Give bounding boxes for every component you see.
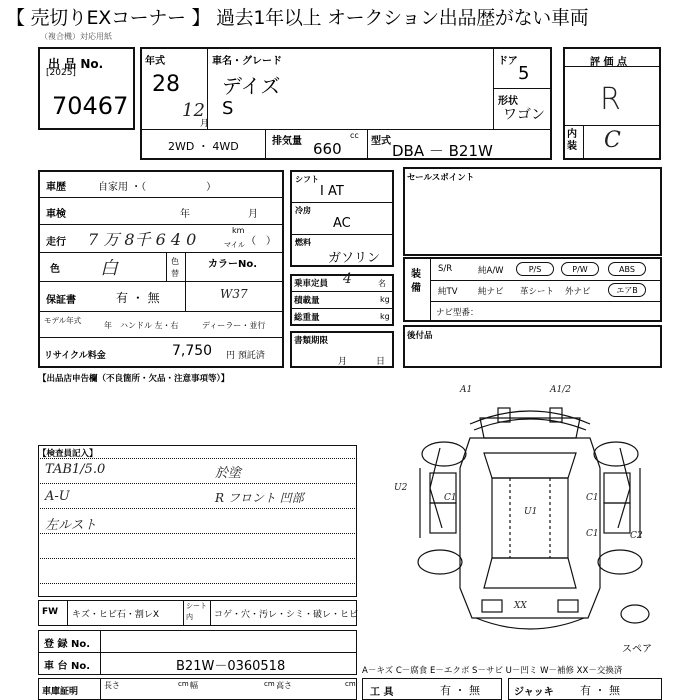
recycle-unit: 円 預託済 [226, 351, 265, 361]
capacity-unit: 名 [378, 279, 386, 288]
equipment-item: 純ナビ [478, 287, 504, 297]
load-label: 積載量 [294, 296, 320, 306]
seat-items: コゲ・穴・汚レ・シミ・破レ・ヒビ [214, 610, 359, 620]
year-label: 年式 [145, 56, 165, 67]
model-label: 車名・グレード [212, 56, 282, 67]
inspection-label: 車検 [46, 209, 66, 220]
recycle-value: 7,750 [172, 343, 213, 359]
warranty-label: 保証書 [46, 295, 76, 306]
registration-day: 日 [376, 357, 386, 367]
banner [0, 0, 700, 30]
gross-label: 総重量 [294, 313, 320, 323]
history-value: 自家用 ・（ ） [98, 182, 217, 193]
displacement-label: 排気量 [272, 136, 302, 147]
year-month-unit: 月 [200, 119, 210, 129]
reg-no-label: 登 録 No. [44, 639, 91, 650]
fw-label: FW [42, 607, 59, 617]
proof-cm2: cm [264, 680, 275, 688]
jack-value: 有 ・ 無 [580, 684, 620, 697]
fuel-label: 燃料 [295, 238, 311, 247]
spare-label: スペア [622, 644, 652, 655]
mileage-km: km [232, 226, 245, 235]
recycle-label: リサイクル料金 [44, 351, 106, 361]
registration-month: 月 [338, 357, 348, 367]
mark-u1: U1 [524, 507, 538, 517]
interior-label: 内装 [567, 129, 577, 152]
lot-number: 70467 [52, 92, 129, 120]
inspector-label: 【検査員記入】 [38, 449, 98, 459]
rating-label: 評 価 点 [590, 57, 627, 68]
equipment-item: 純A/W [478, 266, 504, 276]
mark-c1-left: C1 [444, 493, 457, 503]
shift-value: I AT [320, 184, 344, 199]
doors-label: ドア [498, 56, 518, 67]
mark-c1-right: C1 [586, 493, 599, 503]
sales-point-label: セールスポイント [407, 173, 475, 183]
rating-value: R [600, 82, 621, 117]
mileage-label: 走行 [46, 237, 66, 248]
model-grade: S [222, 98, 234, 119]
inspector-line4: 於塗 [215, 466, 242, 481]
inspection-year: 年 [180, 209, 190, 220]
mileage-hand: 7 万 8千 6 4 0 [88, 230, 197, 249]
equipment-item: P/S [516, 262, 554, 276]
banner-text: 【 売切りEXコーナー 】 過去1年以上 オークション出品歴がない車両 [6, 7, 589, 29]
fw-items: キズ・ヒビ石・割レX [72, 610, 159, 620]
drive-text: 2WD ・ 4WD [168, 140, 239, 153]
interior-value: C [604, 128, 621, 153]
model-year-year: 年 [104, 321, 112, 330]
equipment-item: 革シート [520, 287, 555, 297]
ac-value: AC [333, 216, 351, 231]
color-label: 色 [50, 264, 60, 275]
year-month: 12 [182, 100, 205, 121]
aftermarket-box [403, 325, 662, 368]
mark-xx: XX [514, 601, 527, 611]
equipment-item: 外ナビ [565, 287, 591, 297]
equipment-item: P/W [561, 262, 599, 276]
capacity-label: 乗車定員 [294, 279, 329, 289]
mark-u2: U2 [394, 483, 408, 493]
lot-label: 出 品 No. [48, 57, 104, 71]
color-hand: 白 [100, 258, 118, 279]
proof-height: 高さ [276, 681, 292, 690]
lot-year-stamp: [2025] [46, 68, 76, 78]
shift-label: シフト [295, 175, 319, 184]
aftermarket-label: 後付品 [407, 331, 433, 341]
inspector-line1: TAB1/5.0 [45, 462, 106, 477]
year-value: 28 [152, 72, 180, 97]
chassis-value: B21W－0360518 [176, 659, 286, 674]
inspector-line2: A-U [45, 489, 70, 504]
registration-label: 書類期限 [294, 336, 329, 346]
legend: A－キズ C－腐食 E－エクボ S－サビ U－凹ミ W－補修 XX－交換済 [362, 666, 623, 676]
seller-notes-label: 【出品店申告欄（不良箇所・欠品・注意事項等）】 [38, 374, 230, 384]
doors-value: 5 [518, 63, 530, 84]
mileage-mile: マイル [224, 241, 245, 249]
capacity-hand: 4 [343, 271, 352, 287]
tools-value: 有 ・ 無 [440, 684, 480, 697]
nav-label: ナビ型番： [436, 308, 479, 318]
warranty-value: 有 ・ 無 [116, 291, 160, 305]
equipment-item: 純TV [438, 287, 458, 297]
mark-c1-side: C1 [586, 529, 599, 539]
color-swap-label: 色替 [171, 257, 179, 278]
car-diagram [394, 378, 660, 648]
chassis-label: 車 台 No. [44, 661, 91, 672]
displacement-value: 660 [313, 140, 342, 158]
proof-long: 長さ [104, 681, 120, 690]
mark-a1-2: A1/2 [550, 385, 571, 395]
model-year-label: モデル年式 [44, 316, 82, 325]
type-code-label: 型式 [371, 136, 391, 147]
mark-c2: C2 [630, 531, 643, 541]
ac-label: 冷房 [295, 206, 311, 215]
inspector-line3: 左ルスト [45, 518, 97, 533]
model-name: デイズ [222, 74, 281, 98]
gross-unit: kg [380, 312, 390, 321]
proof-cm1: cm [178, 680, 189, 688]
equipment-label: 装備 [411, 269, 421, 294]
equipment-item: ABS [608, 262, 646, 276]
load-unit: kg [380, 295, 390, 304]
mileage-paren: （ ） [246, 236, 276, 247]
subtitle: （複合機）対応用紙 [40, 32, 112, 41]
body-label: 形状 [498, 96, 518, 107]
type-code-value: DBA － B21W [392, 142, 493, 160]
mark-a1: A1 [460, 385, 473, 395]
proof-label: 車庫証明 [42, 687, 79, 697]
tools-label: 工 具 [370, 687, 394, 698]
model-year-handle: ハンドル 左・右 [120, 321, 179, 330]
equipment-item: S/R [438, 264, 453, 274]
proof-cm3: cm [345, 680, 356, 688]
equipment-item: エアB [608, 283, 646, 297]
colorno-label: カラーNo. [208, 259, 258, 270]
model-year-dealer: ディーラー・並行 [202, 321, 266, 330]
displacement-unit: cc [350, 131, 359, 140]
body-value: ワゴン [503, 107, 545, 123]
fuel-value: ガソリン [328, 251, 381, 266]
jack-label: ジャッキ [514, 687, 554, 698]
inspection-month: 月 [248, 209, 258, 220]
history-label: 車歴 [46, 182, 66, 193]
colorno-hand: W37 [220, 287, 248, 301]
proof-width: 幅 [190, 681, 198, 690]
inspector-line5: R フロント 凹部 [215, 491, 304, 505]
seat-label: シート内 [186, 602, 207, 621]
